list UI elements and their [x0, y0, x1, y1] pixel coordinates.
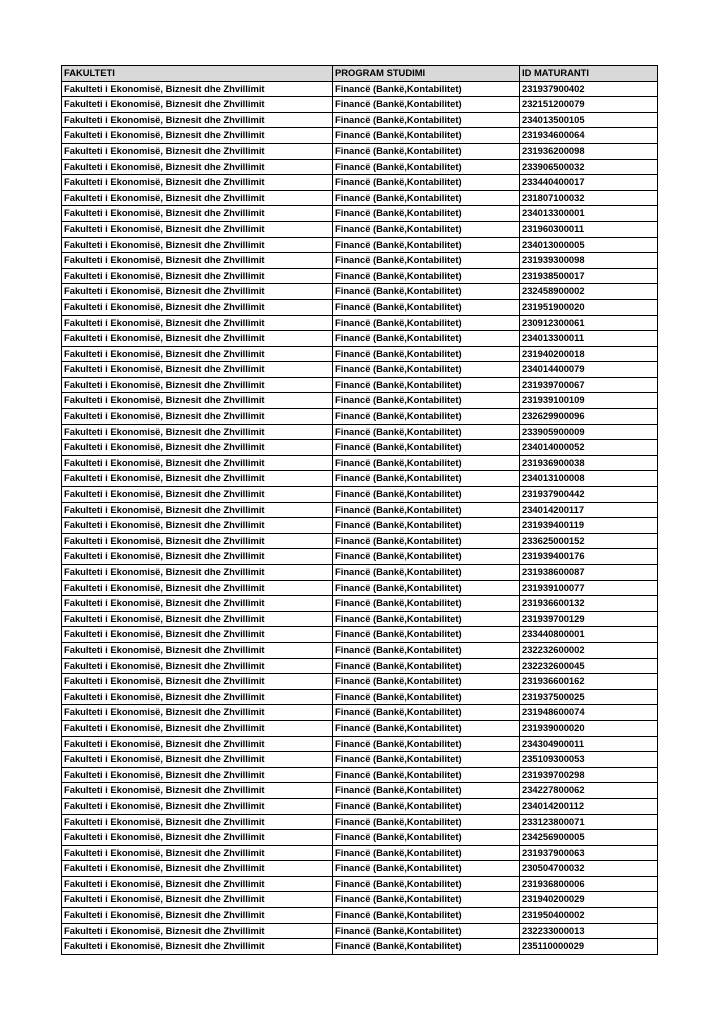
program-cell: Financë (Bankë,Kontabilitet): [333, 159, 520, 175]
student-id-cell: 233905900009: [520, 424, 658, 440]
faculty-cell: Fakulteti i Ekonomisë, Biznesit dhe Zhvillimit: [62, 346, 333, 362]
student-id-cell: 234013000005: [520, 237, 658, 253]
program-cell: Financë (Bankë,Kontabilitet): [333, 221, 520, 237]
program-cell: Financë (Bankë,Kontabilitet): [333, 393, 520, 409]
program-cell: Financë (Bankë,Kontabilitet): [333, 892, 520, 908]
program-cell: Financë (Bankë,Kontabilitet): [333, 767, 520, 783]
student-id-cell: 230912300061: [520, 315, 658, 331]
table-row: [62, 642, 658, 658]
student-id-cell: 235110000029: [520, 939, 658, 955]
faculty-cell: Fakulteti i Ekonomisë, Biznesit dhe Zhvillimit: [62, 720, 333, 736]
faculty-cell: Fakulteti i Ekonomisë, Biznesit dhe Zhvillimit: [62, 143, 333, 159]
student-id-cell: 231940200029: [520, 892, 658, 908]
program-cell: Financë (Bankë,Kontabilitet): [333, 674, 520, 690]
table-row: [62, 393, 658, 409]
student-id-cell: 231936900038: [520, 455, 658, 471]
program-cell: Financë (Bankë,Kontabilitet): [333, 549, 520, 565]
program-cell: Financë (Bankë,Kontabilitet): [333, 502, 520, 518]
student-id-cell: 234013300011: [520, 331, 658, 347]
table-row: [62, 565, 658, 581]
student-id-cell: 231938600087: [520, 565, 658, 581]
header-row: [62, 66, 658, 82]
student-id-cell: 234013500105: [520, 112, 658, 128]
table-body: [62, 81, 658, 954]
program-cell: Financë (Bankë,Kontabilitet): [333, 736, 520, 752]
table-row: [62, 175, 658, 191]
student-id-cell: 231934600064: [520, 128, 658, 144]
table-row: [62, 798, 658, 814]
table-row: [62, 596, 658, 612]
student-id-cell: 231951900020: [520, 299, 658, 315]
results-table: [61, 65, 658, 955]
program-cell: Financë (Bankë,Kontabilitet): [333, 471, 520, 487]
table-row: [62, 580, 658, 596]
faculty-cell: Fakulteti i Ekonomisë, Biznesit dhe Zhvillimit: [62, 642, 333, 658]
student-id-cell: 232233000013: [520, 923, 658, 939]
student-id-cell: 234256900005: [520, 830, 658, 846]
faculty-cell: Fakulteti i Ekonomisë, Biznesit dhe Zhvillimit: [62, 939, 333, 955]
faculty-cell: Fakulteti i Ekonomisë, Biznesit dhe Zhvillimit: [62, 159, 333, 175]
table-row: [62, 908, 658, 924]
student-id-cell: 231937500025: [520, 689, 658, 705]
faculty-cell: Fakulteti i Ekonomisë, Biznesit dhe Zhvillimit: [62, 502, 333, 518]
faculty-cell: Fakulteti i Ekonomisë, Biznesit dhe Zhvillimit: [62, 783, 333, 799]
faculty-cell: Fakulteti i Ekonomisë, Biznesit dhe Zhvillimit: [62, 627, 333, 643]
student-id-cell: 233906500032: [520, 159, 658, 175]
student-id-cell: 231939700298: [520, 767, 658, 783]
program-cell: Financë (Bankë,Kontabilitet): [333, 908, 520, 924]
program-cell: Financë (Bankë,Kontabilitet): [333, 627, 520, 643]
student-id-cell: 231936200098: [520, 143, 658, 159]
faculty-cell: Fakulteti i Ekonomisë, Biznesit dhe Zhvillimit: [62, 97, 333, 113]
table-row: [62, 159, 658, 175]
table-row: [62, 440, 658, 456]
header-faculty: FAKULTETI: [62, 66, 333, 82]
faculty-cell: Fakulteti i Ekonomisë, Biznesit dhe Zhvillimit: [62, 767, 333, 783]
program-cell: Financë (Bankë,Kontabilitet): [333, 331, 520, 347]
student-id-cell: 232232600045: [520, 658, 658, 674]
faculty-cell: Fakulteti i Ekonomisë, Biznesit dhe Zhvillimit: [62, 393, 333, 409]
table-row: [62, 674, 658, 690]
table-row: [62, 331, 658, 347]
program-cell: Financë (Bankë,Kontabilitet): [333, 830, 520, 846]
student-id-cell: 231937900402: [520, 81, 658, 97]
student-id-cell: 233123800071: [520, 814, 658, 830]
program-cell: Financë (Bankë,Kontabilitet): [333, 939, 520, 955]
program-cell: Financë (Bankë,Kontabilitet): [333, 143, 520, 159]
student-id-cell: 231939300098: [520, 253, 658, 269]
program-cell: Financë (Bankë,Kontabilitet): [333, 299, 520, 315]
table-row: [62, 346, 658, 362]
table-row: [62, 830, 658, 846]
student-id-cell: 231939400176: [520, 549, 658, 565]
faculty-cell: Fakulteti i Ekonomisë, Biznesit dhe Zhvillimit: [62, 377, 333, 393]
student-id-cell: 233440800001: [520, 627, 658, 643]
faculty-cell: Fakulteti i Ekonomisë, Biznesit dhe Zhvillimit: [62, 876, 333, 892]
program-cell: Financë (Bankë,Kontabilitet): [333, 783, 520, 799]
student-id-cell: 234014200117: [520, 502, 658, 518]
program-cell: Financë (Bankë,Kontabilitet): [333, 720, 520, 736]
table-row: [62, 268, 658, 284]
program-cell: Financë (Bankë,Kontabilitet): [333, 642, 520, 658]
faculty-cell: Fakulteti i Ekonomisë, Biznesit dhe Zhvillimit: [62, 705, 333, 721]
faculty-cell: Fakulteti i Ekonomisë, Biznesit dhe Zhvillimit: [62, 299, 333, 315]
faculty-cell: Fakulteti i Ekonomisë, Biznesit dhe Zhvillimit: [62, 81, 333, 97]
faculty-cell: Fakulteti i Ekonomisë, Biznesit dhe Zhvillimit: [62, 175, 333, 191]
faculty-cell: Fakulteti i Ekonomisë, Biznesit dhe Zhvillimit: [62, 814, 333, 830]
faculty-cell: Fakulteti i Ekonomisë, Biznesit dhe Zhvillimit: [62, 861, 333, 877]
program-cell: Financë (Bankë,Kontabilitet): [333, 346, 520, 362]
faculty-cell: Fakulteti i Ekonomisë, Biznesit dhe Zhvillimit: [62, 549, 333, 565]
faculty-cell: Fakulteti i Ekonomisë, Biznesit dhe Zhvillimit: [62, 487, 333, 503]
faculty-cell: Fakulteti i Ekonomisë, Biznesit dhe Zhvillimit: [62, 362, 333, 378]
table-row: [62, 720, 658, 736]
student-id-cell: 231960300011: [520, 221, 658, 237]
table-row: [62, 767, 658, 783]
student-id-cell: 232232600002: [520, 642, 658, 658]
program-cell: Financë (Bankë,Kontabilitet): [333, 596, 520, 612]
program-cell: Financë (Bankë,Kontabilitet): [333, 128, 520, 144]
table-row: [62, 533, 658, 549]
faculty-cell: Fakulteti i Ekonomisë, Biznesit dhe Zhvillimit: [62, 798, 333, 814]
student-id-cell: 231939700067: [520, 377, 658, 393]
student-id-cell: 234014400079: [520, 362, 658, 378]
student-id-cell: 231807100032: [520, 190, 658, 206]
faculty-cell: Fakulteti i Ekonomisë, Biznesit dhe Zhvillimit: [62, 331, 333, 347]
program-cell: Financë (Bankë,Kontabilitet): [333, 752, 520, 768]
table-row: [62, 206, 658, 222]
faculty-cell: Fakulteti i Ekonomisë, Biznesit dhe Zhvillimit: [62, 580, 333, 596]
faculty-cell: Fakulteti i Ekonomisë, Biznesit dhe Zhvillimit: [62, 892, 333, 908]
program-cell: Financë (Bankë,Kontabilitet): [333, 798, 520, 814]
program-cell: Financë (Bankë,Kontabilitet): [333, 175, 520, 191]
table-row: [62, 892, 658, 908]
faculty-cell: Fakulteti i Ekonomisë, Biznesit dhe Zhvillimit: [62, 908, 333, 924]
program-cell: Financë (Bankë,Kontabilitet): [333, 81, 520, 97]
table-row: [62, 81, 658, 97]
faculty-cell: Fakulteti i Ekonomisë, Biznesit dhe Zhvillimit: [62, 736, 333, 752]
faculty-cell: Fakulteti i Ekonomisë, Biznesit dhe Zhvillimit: [62, 237, 333, 253]
faculty-cell: Fakulteti i Ekonomisë, Biznesit dhe Zhvillimit: [62, 471, 333, 487]
student-id-cell: 231937900063: [520, 845, 658, 861]
program-cell: Financë (Bankë,Kontabilitet): [333, 424, 520, 440]
program-cell: Financë (Bankë,Kontabilitet): [333, 190, 520, 206]
student-id-cell: 232458900002: [520, 284, 658, 300]
faculty-cell: Fakulteti i Ekonomisë, Biznesit dhe Zhvillimit: [62, 674, 333, 690]
faculty-cell: Fakulteti i Ekonomisë, Biznesit dhe Zhvillimit: [62, 611, 333, 627]
faculty-cell: Fakulteti i Ekonomisë, Biznesit dhe Zhvillimit: [62, 830, 333, 846]
student-id-cell: 234013100008: [520, 471, 658, 487]
program-cell: Financë (Bankë,Kontabilitet): [333, 455, 520, 471]
table-row: [62, 658, 658, 674]
faculty-cell: Fakulteti i Ekonomisë, Biznesit dhe Zhvillimit: [62, 128, 333, 144]
table-row: [62, 502, 658, 518]
student-id-cell: 231936600162: [520, 674, 658, 690]
faculty-cell: Fakulteti i Ekonomisë, Biznesit dhe Zhvillimit: [62, 689, 333, 705]
program-cell: Financë (Bankë,Kontabilitet): [333, 377, 520, 393]
table-row: [62, 237, 658, 253]
table-row: [62, 284, 658, 300]
table-row: [62, 549, 658, 565]
program-cell: Financë (Bankë,Kontabilitet): [333, 409, 520, 425]
faculty-cell: Fakulteti i Ekonomisë, Biznesit dhe Zhvillimit: [62, 518, 333, 534]
program-cell: Financë (Bankë,Kontabilitet): [333, 611, 520, 627]
program-cell: Financë (Bankë,Kontabilitet): [333, 518, 520, 534]
program-cell: Financë (Bankë,Kontabilitet): [333, 487, 520, 503]
student-id-cell: 231936800006: [520, 876, 658, 892]
table-row: [62, 409, 658, 425]
table-row: [62, 705, 658, 721]
student-id-cell: 234227800062: [520, 783, 658, 799]
student-id-cell: 234013300001: [520, 206, 658, 222]
program-cell: Financë (Bankë,Kontabilitet): [333, 237, 520, 253]
table-row: [62, 814, 658, 830]
student-id-cell: 231939400119: [520, 518, 658, 534]
table-row: [62, 861, 658, 877]
student-id-cell: 231937900442: [520, 487, 658, 503]
faculty-cell: Fakulteti i Ekonomisë, Biznesit dhe Zhvillimit: [62, 752, 333, 768]
faculty-cell: Fakulteti i Ekonomisë, Biznesit dhe Zhvillimit: [62, 284, 333, 300]
program-cell: Financë (Bankë,Kontabilitet): [333, 861, 520, 877]
program-cell: Financë (Bankë,Kontabilitet): [333, 362, 520, 378]
table-row: [62, 377, 658, 393]
program-cell: Financë (Bankë,Kontabilitet): [333, 206, 520, 222]
program-cell: Financë (Bankë,Kontabilitet): [333, 580, 520, 596]
student-id-cell: 232151200079: [520, 97, 658, 113]
student-id-cell: 234014000052: [520, 440, 658, 456]
student-id-cell: 233625000152: [520, 533, 658, 549]
table-row: [62, 939, 658, 955]
table-row: [62, 362, 658, 378]
faculty-cell: Fakulteti i Ekonomisë, Biznesit dhe Zhvillimit: [62, 923, 333, 939]
program-cell: Financë (Bankë,Kontabilitet): [333, 253, 520, 269]
student-id-cell: 231939000020: [520, 720, 658, 736]
program-cell: Financë (Bankë,Kontabilitet): [333, 315, 520, 331]
faculty-cell: Fakulteti i Ekonomisë, Biznesit dhe Zhvillimit: [62, 565, 333, 581]
program-cell: Financë (Bankë,Kontabilitet): [333, 876, 520, 892]
table-row: [62, 143, 658, 159]
table-row: [62, 876, 658, 892]
student-id-cell: 234014200112: [520, 798, 658, 814]
table-header: [62, 66, 658, 82]
program-cell: Financë (Bankë,Kontabilitet): [333, 845, 520, 861]
program-cell: Financë (Bankë,Kontabilitet): [333, 814, 520, 830]
faculty-cell: Fakulteti i Ekonomisë, Biznesit dhe Zhvillimit: [62, 440, 333, 456]
faculty-cell: Fakulteti i Ekonomisë, Biznesit dhe Zhvillimit: [62, 268, 333, 284]
header-program: PROGRAM STUDIMI: [333, 66, 520, 82]
student-id-cell: 231938500017: [520, 268, 658, 284]
student-id-cell: 231940200018: [520, 346, 658, 362]
faculty-cell: Fakulteti i Ekonomisë, Biznesit dhe Zhvillimit: [62, 253, 333, 269]
program-cell: Financë (Bankë,Kontabilitet): [333, 112, 520, 128]
program-cell: Financë (Bankë,Kontabilitet): [333, 658, 520, 674]
table-row: [62, 128, 658, 144]
table-row: [62, 689, 658, 705]
table-row: [62, 315, 658, 331]
program-cell: Financë (Bankë,Kontabilitet): [333, 440, 520, 456]
table-row: [62, 845, 658, 861]
student-id-cell: 232629900096: [520, 409, 658, 425]
table-row: [62, 112, 658, 128]
table-row: [62, 97, 658, 113]
student-id-cell: 231948600074: [520, 705, 658, 721]
faculty-cell: Fakulteti i Ekonomisë, Biznesit dhe Zhvillimit: [62, 658, 333, 674]
program-cell: Financë (Bankë,Kontabilitet): [333, 689, 520, 705]
faculty-cell: Fakulteti i Ekonomisë, Biznesit dhe Zhvillimit: [62, 221, 333, 237]
program-cell: Financë (Bankë,Kontabilitet): [333, 284, 520, 300]
faculty-cell: Fakulteti i Ekonomisë, Biznesit dhe Zhvillimit: [62, 315, 333, 331]
faculty-cell: Fakulteti i Ekonomisë, Biznesit dhe Zhvillimit: [62, 190, 333, 206]
program-cell: Financë (Bankë,Kontabilitet): [333, 97, 520, 113]
table-row: [62, 471, 658, 487]
table-row: [62, 424, 658, 440]
student-id-cell: 235109300053: [520, 752, 658, 768]
student-id-cell: 231939700129: [520, 611, 658, 627]
faculty-cell: Fakulteti i Ekonomisë, Biznesit dhe Zhvillimit: [62, 206, 333, 222]
program-cell: Financë (Bankë,Kontabilitet): [333, 923, 520, 939]
header-student-id: ID MATURANTI: [520, 66, 658, 82]
program-cell: Financë (Bankë,Kontabilitet): [333, 533, 520, 549]
student-id-cell: 231950400002: [520, 908, 658, 924]
faculty-cell: Fakulteti i Ekonomisë, Biznesit dhe Zhvillimit: [62, 424, 333, 440]
student-id-cell: 231939100109: [520, 393, 658, 409]
table-row: [62, 518, 658, 534]
faculty-cell: Fakulteti i Ekonomisë, Biznesit dhe Zhvillimit: [62, 112, 333, 128]
student-id-cell: 233440400017: [520, 175, 658, 191]
table-row: [62, 455, 658, 471]
program-cell: Financë (Bankë,Kontabilitet): [333, 268, 520, 284]
faculty-cell: Fakulteti i Ekonomisë, Biznesit dhe Zhvillimit: [62, 845, 333, 861]
table-row: [62, 611, 658, 627]
student-id-cell: 234304900011: [520, 736, 658, 752]
faculty-cell: Fakulteti i Ekonomisë, Biznesit dhe Zhvillimit: [62, 455, 333, 471]
table-row: [62, 487, 658, 503]
table-row: [62, 221, 658, 237]
table-row: [62, 783, 658, 799]
table-row: [62, 736, 658, 752]
faculty-cell: Fakulteti i Ekonomisë, Biznesit dhe Zhvillimit: [62, 596, 333, 612]
table-row: [62, 190, 658, 206]
student-id-cell: 231936600132: [520, 596, 658, 612]
student-id-cell: 230504700032: [520, 861, 658, 877]
table-row: [62, 253, 658, 269]
program-cell: Financë (Bankë,Kontabilitet): [333, 565, 520, 581]
program-cell: Financë (Bankë,Kontabilitet): [333, 705, 520, 721]
faculty-cell: Fakulteti i Ekonomisë, Biznesit dhe Zhvillimit: [62, 409, 333, 425]
table-row: [62, 627, 658, 643]
faculty-cell: Fakulteti i Ekonomisë, Biznesit dhe Zhvillimit: [62, 533, 333, 549]
table-row: [62, 752, 658, 768]
student-id-cell: 231939100077: [520, 580, 658, 596]
table-row: [62, 299, 658, 315]
table-row: [62, 923, 658, 939]
